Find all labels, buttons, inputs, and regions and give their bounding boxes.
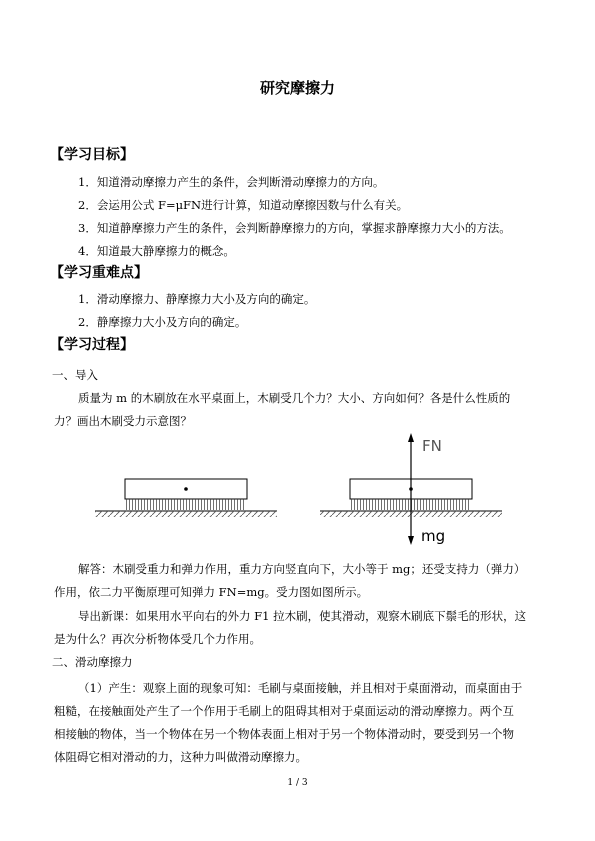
new-lesson-line: 导出新课：如果用水平向右的外力 F1 拉木刷，使其滑动，观察木刷底下鬃毛的形状，这	[78, 609, 527, 623]
page-title: 研究摩擦力	[259, 79, 335, 97]
left-ground-hatch	[95, 511, 277, 517]
sliding-line: （1）产生：观察上面的现象可知：毛刷与桌面接触，并且相对于桌面滑动，而桌面由于	[78, 681, 523, 695]
key-point-item: 2．静摩擦力大小及方向的确定。	[78, 315, 247, 329]
goal-item: 4．知道最大静摩擦力的概念。	[78, 244, 235, 258]
sliding-line: 体阻碍它相对滑动的力，这种力叫做滑动摩擦力。	[54, 750, 307, 764]
left-block-group	[95, 479, 277, 517]
sliding-line: 粗糙，在接触面处产生了一个作用于毛刷上的阻碍其相对于桌面运动的滑动摩擦力。两个互	[54, 704, 514, 718]
gravity-arrowhead	[408, 536, 414, 545]
sliding-heading: 二、滑动摩擦力	[52, 655, 133, 669]
left-center-dot	[184, 487, 188, 491]
force-diagram	[80, 425, 520, 553]
key-point-item: 1．滑动摩擦力、静摩擦力大小及方向的确定。	[78, 292, 316, 306]
sliding-line: 相接触的物体，当一个物体在另一个物体表面上相对于另一个物体滑动时，要受到另一个物	[54, 727, 514, 741]
goal-item: 1．知道滑动摩擦力产生的条件，会判断滑动摩擦力的方向。	[78, 175, 385, 189]
normal-force-label: FN	[422, 437, 442, 455]
answer-line: 作用，依二力平衡原理可知弹力 FN=mg。受力图如图所示。	[54, 585, 369, 599]
normal-force-arrowhead	[408, 433, 414, 442]
gravity-label: mg	[421, 527, 446, 545]
key-points-heading: 【学习重难点】	[50, 265, 148, 281]
goals-heading: 【学习目标】	[50, 147, 134, 163]
goal-item: 2．会运用公式 F=μFN进行计算，知道动摩擦因数与什么有关。	[78, 198, 409, 212]
answer-line: 解答：木刷受重力和弹力作用，重力方向竖直向下，大小等于 mg；还受支持力（弹力）	[78, 562, 526, 576]
right-block-group	[320, 433, 502, 545]
process-heading: 【学习过程】	[50, 337, 134, 353]
new-lesson-line: 是为什么？再次分析物体受几个力作用。	[54, 632, 261, 646]
goal-item: 3．知道静摩擦力产生的条件，会判断静摩擦力的方向，掌握求静摩擦力大小的方法。	[78, 221, 511, 235]
left-bristles	[126, 499, 246, 510]
intro-line: 质量为 m 的木刷放在水平桌面上，木刷受几个力？大小、方向如何？各是什么性质的	[78, 391, 511, 405]
page-number: 1 / 3	[287, 778, 308, 788]
intro-heading: 一、导入	[52, 368, 98, 382]
intro-line: 力？画出木刷受力示意图？	[54, 414, 192, 428]
